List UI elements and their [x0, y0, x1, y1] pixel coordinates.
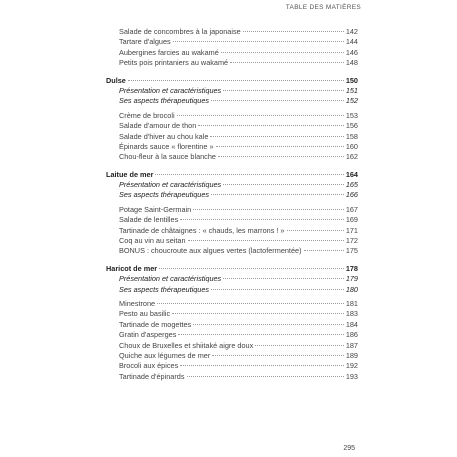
toc-entry-title: Petits pois printaniers au wakamé [119, 58, 229, 68]
dot-leader [212, 355, 344, 356]
toc-entry-page: 165 [345, 180, 358, 190]
dot-leader [193, 324, 344, 325]
toc-entry-page: 144 [345, 37, 358, 47]
toc-entry-title: Tartinade d'épinards [119, 371, 185, 381]
dot-leader [177, 115, 344, 116]
toc-entry-title: Quiche aux légumes de mer [119, 350, 211, 360]
dot-leader [211, 289, 344, 290]
toc-entry-page: 166 [345, 190, 358, 200]
toc-recipe [106, 299, 358, 309]
toc-recipe [106, 309, 358, 319]
toc-entry-page: 156 [345, 121, 358, 131]
toc-entry-title: Tartinade de châtaignes : « chauds, les marrons ! » [119, 225, 285, 235]
toc-entry-title: Potage Saint-Germain [119, 204, 192, 214]
toc-recipe [106, 132, 358, 142]
toc-entry-title: Coq au vin au seitan [119, 236, 186, 246]
toc-recipe [106, 48, 358, 58]
dot-leader [223, 278, 344, 279]
toc-entry-title: BONUS : choucroute aux algues vertes (lactofermentée) [119, 246, 302, 256]
toc-recipe [106, 152, 358, 162]
dot-leader [221, 52, 344, 53]
toc-section [106, 274, 358, 284]
dot-leader [180, 219, 344, 220]
dot-leader [198, 125, 344, 126]
toc-entry-page: 192 [345, 361, 358, 371]
toc-entry-page: 178 [345, 263, 358, 273]
toc-recipe [106, 236, 358, 246]
toc-entry-page: 171 [345, 225, 358, 235]
toc-entry-title: Tartare d'algues [119, 37, 171, 47]
dot-leader [159, 268, 344, 269]
toc-recipe [106, 142, 358, 152]
toc-entry-page: 183 [345, 309, 358, 319]
toc-entry-page: 180 [345, 284, 358, 294]
toc-recipe [106, 121, 358, 131]
toc-entry-page: 153 [345, 110, 358, 120]
dot-leader [157, 303, 344, 304]
dot-leader [173, 41, 344, 42]
dot-leader [216, 146, 344, 147]
toc-entry-page: 169 [345, 215, 358, 225]
dot-leader [188, 240, 344, 241]
toc-chapter [106, 264, 358, 274]
toc-recipe [106, 246, 358, 256]
toc-entry-page: 167 [345, 204, 358, 214]
toc-section [106, 86, 358, 96]
toc-entry-title: Présentation et caractéristiques [119, 85, 222, 95]
toc-recipe [106, 58, 358, 68]
toc-recipe [106, 341, 358, 351]
dot-leader [193, 209, 344, 210]
toc-entry-page: 160 [345, 141, 358, 151]
dot-leader [155, 174, 343, 175]
toc-entry-title: Ses aspects thérapeutiques [119, 190, 210, 200]
toc-recipe [106, 320, 358, 330]
page-number: 295 [343, 445, 355, 452]
dot-leader [178, 334, 343, 335]
dot-leader [180, 365, 344, 366]
dot-leader [128, 80, 344, 81]
toc-section [106, 96, 358, 106]
dot-leader [243, 31, 344, 32]
toc-entry-page: 189 [345, 350, 358, 360]
section-spacer [106, 257, 358, 264]
dot-leader [255, 345, 344, 346]
toc-entry-title: Aubergines farcies au wakamé [119, 47, 219, 57]
toc-entry-title: Minestrone [119, 298, 156, 308]
toc-entry-title: Tartinade de mogettes [119, 319, 192, 329]
toc-section [106, 180, 358, 190]
toc-entry-title: Présentation et caractéristiques [119, 274, 222, 284]
toc-entry-page: 184 [345, 319, 358, 329]
toc-entry-title: Épinards sauce « florentine » [119, 141, 214, 151]
table-of-contents [106, 27, 358, 382]
toc-entry-page: 179 [345, 274, 358, 284]
section-spacer [106, 69, 358, 76]
toc-entry-title: Laitue de mer [106, 169, 154, 179]
dot-leader [210, 136, 343, 137]
toc-entry-title: Ses aspects thérapeutiques [119, 284, 210, 294]
toc-entry-page: 164 [345, 169, 358, 179]
dot-leader [304, 250, 344, 251]
dot-leader [223, 90, 344, 91]
toc-entry-title: Salade d'hiver au chou kale [119, 131, 209, 141]
toc-entry-title: Choux de Bruxelles et shiitaké aigre doux [119, 340, 254, 350]
toc-entry-title: Crème de brocoli [119, 110, 175, 120]
toc-chapter [106, 170, 358, 180]
toc-entry-page: 151 [345, 85, 358, 95]
toc-entry-title: Présentation et caractéristiques [119, 180, 222, 190]
toc-recipe [106, 37, 358, 47]
toc-entry-title: Dulse [106, 75, 126, 85]
section-spacer [106, 163, 358, 170]
toc-recipe [106, 111, 358, 121]
running-head: TABLE DES MATIÈRES [285, 4, 361, 11]
toc-recipe [106, 361, 358, 371]
toc-chapter [106, 76, 358, 86]
toc-entry-title: Brocoli aux épices [119, 361, 179, 371]
dot-leader [287, 230, 344, 231]
toc-entry-page: 142 [345, 27, 358, 36]
toc-recipe [106, 215, 358, 225]
toc-entry-title: Salade de concombres à la japonaise [119, 27, 241, 36]
toc-section [106, 285, 358, 295]
toc-section [106, 190, 358, 200]
toc-recipe [106, 27, 358, 37]
toc-entry-page: 187 [345, 340, 358, 350]
toc-entry-title: Ses aspects thérapeutiques [119, 96, 210, 106]
toc-entry-page: 181 [345, 298, 358, 308]
toc-entry-page: 146 [345, 47, 358, 57]
toc-entry-page: 158 [345, 131, 358, 141]
toc-recipe [106, 372, 358, 382]
toc-entry-title: Chou-fleur à la sauce blanche [119, 152, 216, 162]
toc-entry-page: 175 [345, 246, 358, 256]
toc-entry-page: 186 [345, 330, 358, 340]
dot-leader [187, 376, 344, 377]
dot-leader [223, 184, 344, 185]
toc-entry-title: Salade d'amour de thon [119, 121, 197, 131]
toc-recipe [106, 330, 358, 340]
toc-entry-page: 172 [345, 236, 358, 246]
dot-leader [230, 62, 344, 63]
toc-entry-page: 193 [345, 371, 358, 381]
dot-leader [218, 156, 344, 157]
toc-entry-title: Gratin d'asperges [119, 330, 177, 340]
toc-entry-page: 148 [345, 58, 358, 68]
toc-recipe [106, 351, 358, 361]
toc-entry-page: 150 [345, 75, 358, 85]
dot-leader [211, 194, 344, 195]
toc-entry-title: Haricot de mer [106, 263, 158, 273]
toc-recipe [106, 226, 358, 236]
dot-leader [211, 100, 344, 101]
toc-entry-page: 152 [345, 96, 358, 106]
dot-leader [172, 313, 344, 314]
toc-entry-title: Pesto au basilic [119, 309, 171, 319]
toc-entry-page: 162 [345, 152, 358, 162]
toc-entry-title: Salade de lentilles [119, 215, 179, 225]
toc-recipe [106, 205, 358, 215]
